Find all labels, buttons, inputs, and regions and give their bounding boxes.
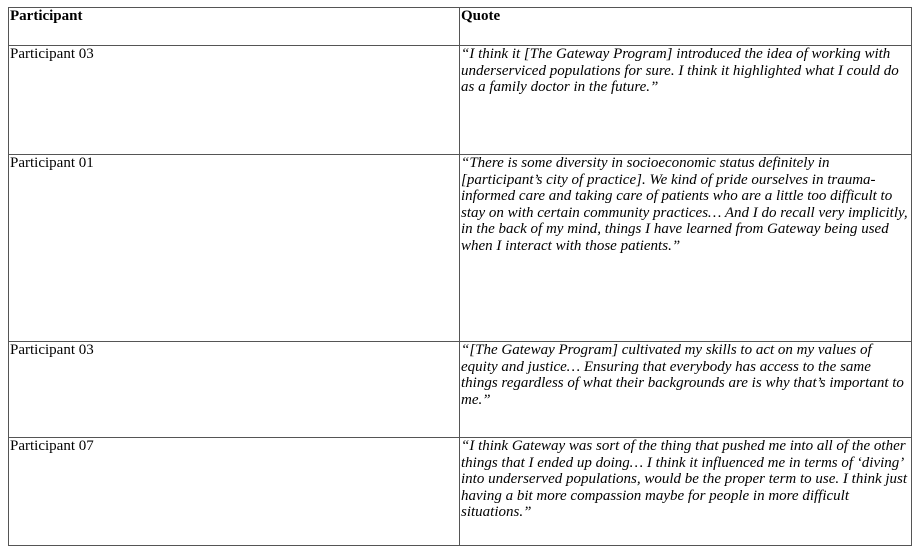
quote-cell: “There is some diversity in socioeconomic status definitely in [participant’s city of practice]. We kind of pride ourselves in trauma-informed care and taking care of patients who are a little too difficult to stay on with certain community practices… And I do recall very implicitly, in the back of my mind, things I have learned from Gateway being used when I interact with those patients.” xyxy=(460,155,912,342)
table-row xyxy=(9,342,912,438)
participant-cell: Participant 03 xyxy=(9,46,460,155)
participant-column-header: Participant xyxy=(9,8,460,46)
table-row xyxy=(9,46,912,155)
participant-cell: Participant 01 xyxy=(9,155,460,342)
participant-cell: Participant 07 xyxy=(9,438,460,546)
table-header-row xyxy=(9,8,912,46)
quote-cell: “I think Gateway was sort of the thing that pushed me into all of the other things that I ended up doing… I think it influenced me in terms of ‘diving’ into underserved populations, would be the proper term to use. I think just having a bit more compassion maybe for people in more difficult situations.” xyxy=(460,438,912,546)
table-row xyxy=(9,438,912,546)
participant-cell: Participant 03 xyxy=(9,342,460,438)
quotes-table xyxy=(8,7,912,546)
quote-cell: “I think it [The Gateway Program] introduced the idea of working with underserviced populations for sure. I think it highlighted what I could do as a family doctor in the future.” xyxy=(460,46,912,155)
quote-column-header: Quote xyxy=(460,8,912,46)
table-row xyxy=(9,155,912,342)
quote-cell: “[The Gateway Program] cultivated my skills to act on my values of equity and justice… Ensuring that everybody has access to the same things regardless of what their backgrounds are is why that’s important to me.” xyxy=(460,342,912,438)
